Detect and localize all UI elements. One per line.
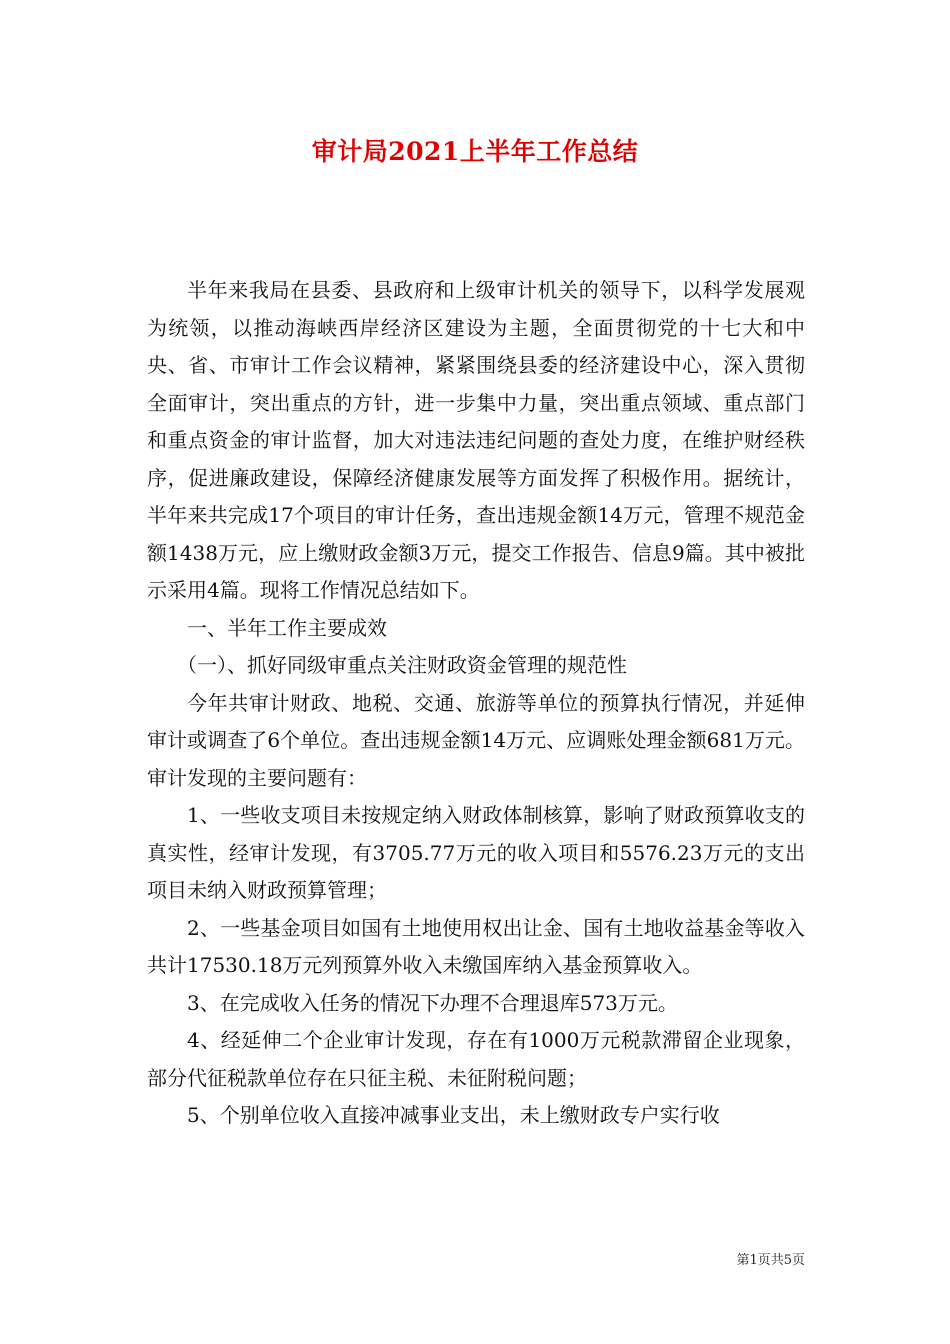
issue-item-4: 4、经延伸二个企业审计发现，存在有1000万元税款滞留企业现象，部分代征税款单位存在只征主税、未征附税问题； (147, 1028, 805, 1090)
issue-item-5: 5、个别单位收入直接冲减事业支出，未上缴财政专户实行收 (187, 1103, 720, 1127)
audit-summary-paragraph: 今年共审计财政、地税、交通、旅游等单位的预算执行情况，并延伸审计或调查了6个单位。查出违规金额14万元、应调账处理金额681万元。审计发现的主要问题有： (147, 690, 805, 790)
page-number: 第1页共5页 (736, 1253, 805, 1268)
issue-item-1: 1、一些收支项目未按规定纳入财政体制核算，影响了财政预算收支的真实性，经审计发现，有3705.77万元的收入项目和5576.23万元的支出项目未纳入财政预算管理； (147, 803, 805, 902)
intro-paragraph: 半年来我局在县委、县政府和上级审计机关的领导下，以科学发展观为统领，以推动海峡西岸经济区建设为主题，全面贯彻党的十七大和中央、省、市审计工作会议精神，紧紧围绕县委的经济建设中心，深入贯彻全面审计，突出重点的方针，进一步集中力量，突出重点领域、重点部门和重点资金的审计监督，加大对违法违纪问题的查处力度，在维护财经秩序，促进廉政建设，保障经济健康发展等方面发挥了积极作用。据统计，半年来共完成17个项目的审计任务，查出违规金额14万元，管理不规范金额1438万元，应上缴财政金额3万元，提交工作报告、信息9篇。其中被批示采用4篇。现将工作情况总结如下。 (147, 278, 805, 602)
issue-item-2: 2、一些基金项目如国有土地使用权出让金、国有土地收益基金等收入共计17530.18万元列预算外收入未缴国库纳入基金预算收入。 (147, 915, 805, 977)
document-title: 审计局2021上半年工作总结 (311, 137, 639, 166)
document-body (147, 272, 805, 1135)
subsection-heading: （一）、抓好同级审重点关注财政资金管理的规范性 (177, 653, 627, 677)
section-heading: 一、半年工作主要成效 (187, 615, 387, 640)
issue-item-3: 3、在完成收入任务的情况下办理不合理退库573万元。 (187, 990, 678, 1015)
